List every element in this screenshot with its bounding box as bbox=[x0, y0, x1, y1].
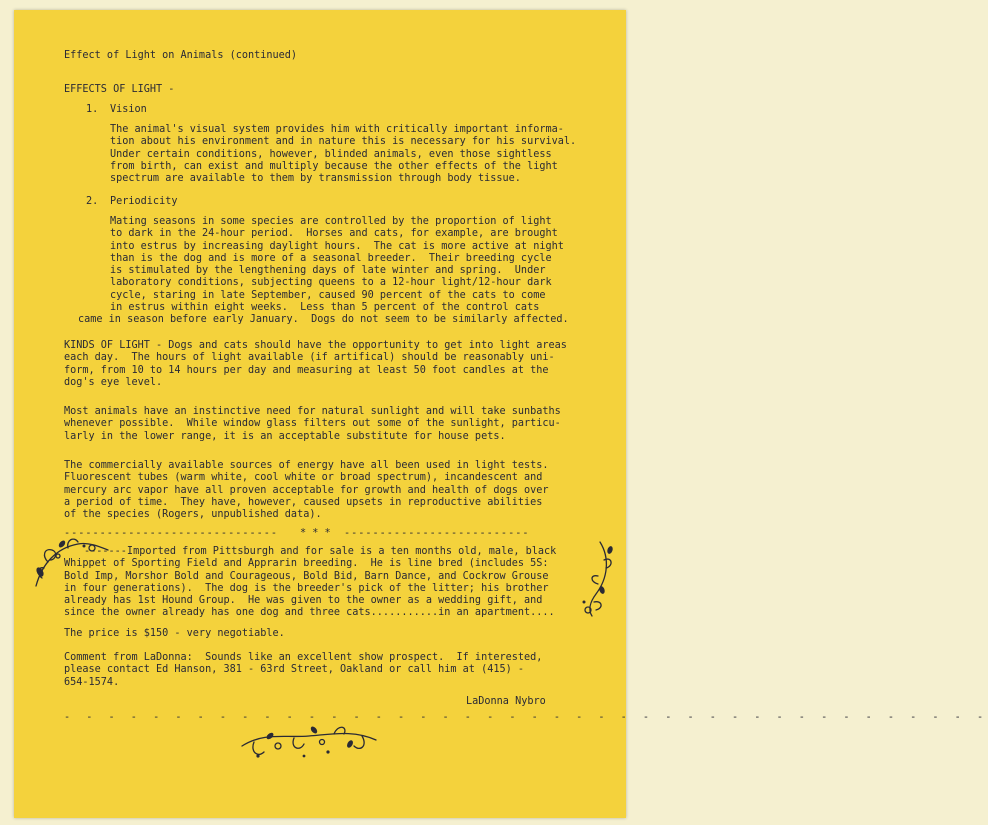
text-line: larly in the lower range, it is an acceptable substitute for house pets. bbox=[64, 430, 506, 442]
text-line: Comment from LaDonna: Sounds like an excellent show prospect. If interested, bbox=[64, 652, 543, 663]
text-line: mercury arc vapor have all proven acceptable for growth and health of dogs over bbox=[64, 484, 549, 496]
text-line: came in season before early January. Dogs do not seem to be similarly affected. bbox=[78, 314, 569, 326]
text-line: a period of time. They have, however, caused upsets in reproductive abilities bbox=[64, 496, 543, 508]
text-line: since the owner already has one dog and three cats...........in an apartment.... bbox=[64, 607, 555, 619]
price-line: The price is $150 - very negotiable. bbox=[64, 628, 285, 639]
text-line: The animal's visual system provides him with critically important informa- bbox=[110, 124, 564, 135]
text-line: Bold Imp, Morshor Bold and Courageous, Bold Bid, Barn Dance, and Cockrow Grouse bbox=[64, 570, 549, 582]
text-line: KINDS OF LIGHT - Dogs and cats should have the opportunity to get into light areas bbox=[64, 340, 567, 351]
text-line: each day. The hours of light available (if artifical) should be reasonably uni- bbox=[64, 352, 555, 364]
text-line: of the species (Rogers, unpublished data). bbox=[64, 509, 322, 521]
item2-number: 2. bbox=[86, 196, 99, 207]
text-line: Fluorescent tubes (warm white, cool white or broad spectrum), incandescent and bbox=[64, 472, 543, 484]
text-line: Whippet of Sporting Field and Apprarin breeding. He is line bred (includes 5S: bbox=[64, 558, 549, 570]
separator-stars: * * * bbox=[300, 528, 331, 539]
section-heading: EFFECTS OF LIGHT - bbox=[64, 84, 175, 95]
floral-ornament-bottom-icon bbox=[234, 716, 384, 764]
text-line: -------Imported from Pittsburgh and for sale is a ten months old, male, black bbox=[84, 546, 557, 557]
text-line: Under certain conditions, however, blinded animals, even those sightless bbox=[110, 148, 552, 160]
signature-name: LaDonna Nybro bbox=[466, 696, 546, 707]
document-page bbox=[14, 10, 988, 818]
floral-ornament-right-icon bbox=[560, 538, 618, 618]
item1-title: Vision bbox=[110, 104, 147, 115]
text-line: 654-1574. bbox=[64, 676, 120, 688]
text-line: into estrus by increasing daylight hours. The cat is more active at night bbox=[110, 240, 564, 252]
text-line: The commercially available sources of energy have all been used in light tests. bbox=[64, 460, 549, 471]
text-line: already has 1st Hound Group. He was given to the owner as a wedding gift, and bbox=[64, 595, 543, 607]
vision-paragraph bbox=[110, 124, 576, 185]
text-line: Mating seasons in some species are controlled by the proportion of light bbox=[110, 216, 552, 227]
text-line: from birth, can exist and multiply because the other effects of the light bbox=[110, 160, 558, 172]
text-line: laboratory conditions, subjecting queens to a 12-hour light/12-hour dark bbox=[110, 277, 552, 289]
text-line: Most animals have an instinctive need for natural sunlight and will take sunbaths bbox=[64, 406, 561, 417]
text-line: spectrum are available to them by transmission through body tissue. bbox=[110, 173, 521, 185]
separator-right-dashes: -------------------------- bbox=[344, 528, 530, 539]
comment-paragraph bbox=[64, 652, 542, 689]
kinds-of-light-paragraph bbox=[64, 340, 567, 389]
text-line: is stimulated by the lengthening days of late winter and spring. Under bbox=[110, 265, 546, 277]
text-line: tion about his environment and in nature this is necessary for his survival. bbox=[110, 136, 577, 148]
periodicity-paragraph bbox=[78, 216, 569, 327]
sunbath-paragraph bbox=[64, 406, 561, 443]
text-line: whenever possible. While window glass filters out some of the sunlight, particu- bbox=[64, 418, 561, 430]
text-line: in four generations). The dog is the breeder's pick of the litter; his brother bbox=[64, 582, 549, 594]
text-line: cycle, staring in late September, caused 90 percent of the cats to come bbox=[110, 289, 546, 301]
text-line: than is the dog and is more of a seasonal breeder. Their breeding cycle bbox=[110, 252, 552, 264]
whippet-ad-paragraph bbox=[64, 546, 556, 620]
item2-title: Periodicity bbox=[110, 196, 178, 207]
text-line: dog's eye level. bbox=[64, 376, 163, 388]
text-line: please contact Ed Hanson, 381 - 63rd Street, Oakland or call him at (415) - bbox=[64, 664, 525, 676]
light-sources-paragraph bbox=[64, 460, 549, 521]
text-line: form, from 10 to 14 hours per day and measuring at least 50 foot candles at the bbox=[64, 364, 549, 376]
page-header-title: Effect of Light on Animals (continued) bbox=[64, 50, 298, 61]
text-line: in estrus within eight weeks. Less than 5 percent of the control cats bbox=[110, 302, 540, 314]
bottom-dashed-rule: - - - - - - - - - - - - - - - - - - - - - - - - - - - - - - - - - - - - - - - - - - bbox=[64, 712, 988, 723]
separator-left-dashes: ------------------------------ bbox=[64, 528, 279, 539]
item1-number: 1. bbox=[86, 104, 99, 115]
text-line: to dark in the 24-hour period. Horses and cats, for example, are brought bbox=[110, 228, 558, 240]
